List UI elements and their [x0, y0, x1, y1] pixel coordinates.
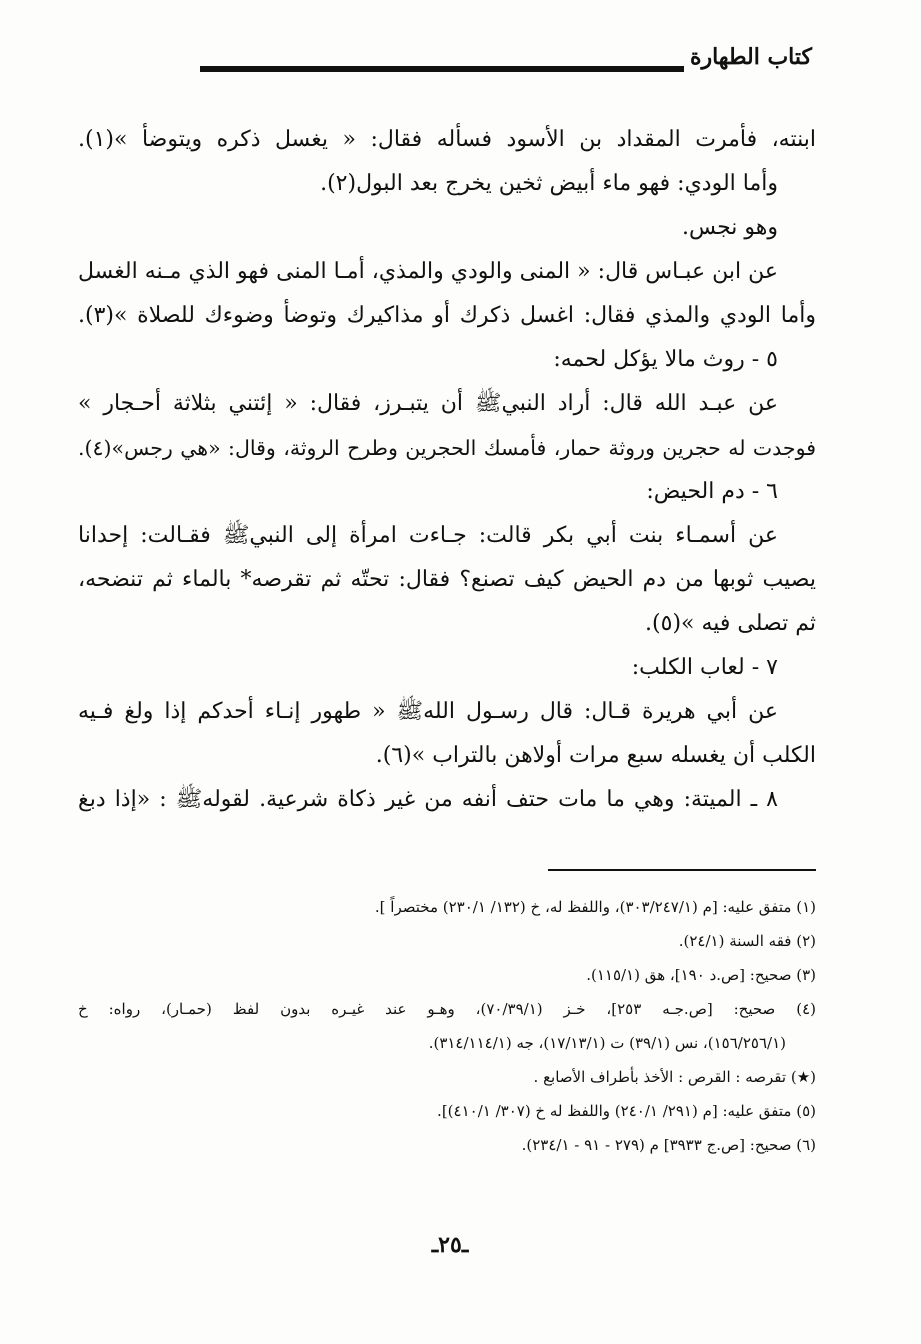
text-line: عن عبـد الله قال: أراد النبيﷺ أن يتبـرز، فقال: « إئتني بثلاثة أحـجار » [78, 391, 778, 416]
footnote: (★) تقرصه : القرص : الأخذ بأطراف الأصابع . [533, 1068, 816, 1086]
footnote: (٥) متفق عليه: [م (٢٩١/ ٢٤٠/١) واللفظ له خ (٣٠٧/ ٤١٠/١)]. [437, 1102, 816, 1120]
header-title: كتاب الطهارة [689, 44, 812, 70]
text-line: وهو نجس. [682, 215, 778, 240]
section-heading: ٦ - دم الحيض: [646, 479, 778, 504]
footnote: (٦) صحيح: [ص.ج ٣٩٣٣] م (٢٧٩ - ٩١ - ٢٣٤/١). [521, 1136, 816, 1154]
text-line: عن أبي هريرة قـال: قال رسـول اللهﷺ « طهور إنـاء أحدكم إذا ولغ فـيه [78, 699, 778, 724]
footnote-continuation: (١٥٦/٢٥٦/١)، نس (٣٩/١) ت (١٧/١٣/١)، جه (٣١٤/١١٤/١). [428, 1034, 786, 1052]
footnote: (٤) صحيح: [ص.جـه ٢٥٣]، خـز (٧٠/٣٩/١)، وهـو عند غيـره بدون لفظ (حمـار)، رواه: خ [78, 1000, 816, 1018]
text-line: ٨ ـ الميتة: وهي ما مات حتف أنفه من غير ذكاة شرعية. لقولهﷺ : «إذا دبغ [78, 787, 778, 812]
footnote-rule [548, 869, 816, 871]
text-line: فوجدت له حجرين وروثة حمار، فأمسك الحجرين وطرح الروثة، وقال: «هي رجس»(٤). [78, 436, 816, 460]
text-line: وأما الودي والمذي فقال: اغسل ذكرك أو مذاكيرك وتوضأ وضوءك للصلاة »(٣). [78, 303, 816, 328]
text-line: وأما الودي: فهو ماء أبيض ثخين يخرج بعد البول(٢). [320, 171, 778, 196]
text-line: عن أسمـاء بنت أبي بكر قالت: جـاءت امرأة إلى النبيﷺ فقـالت: إحدانا [78, 523, 778, 548]
text-line: يصيب ثوبها من دم الحيض كيف تصنع؟ فقال: تحتّه ثم تقرصه* بالماء ثم تنضحه، [78, 567, 816, 592]
text-line: ابنته، فأمرت المقداد بن الأسود فسأله فقال: « يغسل ذكره ويتوضأ »(١). [78, 127, 816, 152]
page-number: ـ٢٥ـ [431, 1232, 469, 1258]
footnote: (٣) صحيح: [ص.د ١٩٠]، هق (١١٥/١). [586, 966, 816, 984]
text-line: ثم تصلى فيه »(٥). [645, 611, 816, 636]
text-line: عن ابن عبـاس قال: « المنى والودي والمذي، أمـا المنى فهو الذي مـنه الغسل [78, 259, 778, 284]
text-line: الكلب أن يغسله سبع مرات أولاهن بالتراب »(٦). [375, 743, 816, 768]
main-text [78, 118, 816, 822]
footnote: (٢) فقه السنة (٢٤/١). [678, 932, 816, 950]
header-rule [200, 66, 684, 72]
footnote: (١) متفق عليه: [م (٣٠٣/٢٤٧/١)، واللفظ له، خ (١٣٢/ ٢٣٠/١) مختصراً ]. [374, 898, 816, 916]
section-heading: ٧ - لعاب الكلب: [631, 655, 778, 680]
running-header [200, 44, 812, 84]
footnotes [78, 890, 816, 1162]
section-heading: ٥ - روث مالا يؤكل لحمه: [553, 347, 778, 372]
